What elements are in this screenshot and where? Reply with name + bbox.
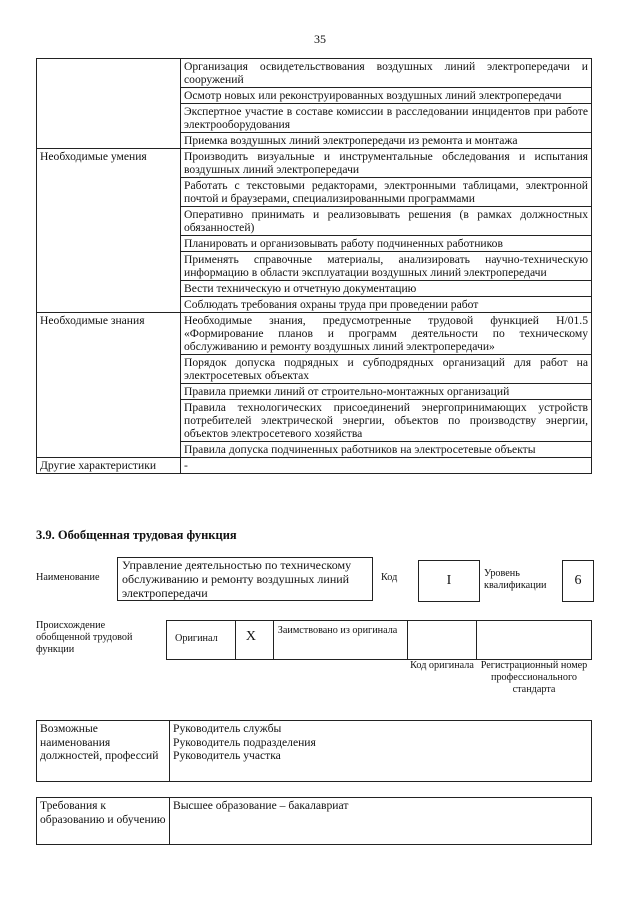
duty-row: Осмотр новых или реконструированных воздушных линий электропередачи: [181, 88, 592, 104]
section-title: 3.9. Обобщенная трудовая функция: [36, 528, 237, 542]
education-value: Высшее образование – бакалавриат: [170, 798, 592, 845]
name-value: Управление деятельностью по техническому обслуживанию и ремонту воздушных линий электропередачи: [117, 557, 373, 601]
positions-label: Возможные наименования должностей, профессий: [37, 721, 170, 782]
reg-number-cell: [477, 621, 591, 659]
origin-row: [166, 620, 592, 660]
knowledge-row: Правила технологических присоединений энергопринимающих устройств потребителей электрической энергии, объектов по производству энергии, объектов электросетевого хозяйства: [181, 400, 592, 442]
education-label: Требования к образованию и обучению: [37, 798, 170, 845]
position-item: Руководитель службы: [173, 722, 282, 735]
borrowed-label: Заимствовано из оригинала: [277, 625, 398, 636]
code-original-caption: Код оригинала: [410, 660, 474, 671]
education-table: [36, 797, 592, 845]
original-mark-cell: [236, 621, 274, 659]
other-value: -: [181, 458, 592, 474]
original-label: Оригинал: [175, 633, 218, 644]
knowledge-row: Правила приемки линий от строительно-монтажных организаций: [181, 384, 592, 400]
origin-label: Происхождение обобщенной трудовой функции: [36, 620, 133, 655]
skill-row: Применять справочные материалы, анализировать научно-техническую информацию в области эксплуатации воздушных линий электропередачи: [181, 252, 592, 281]
positions-list: [170, 721, 592, 782]
skill-row: Планировать и организовывать работу подчиненных работников: [181, 236, 592, 252]
position-item: Руководитель подразделения: [173, 735, 316, 749]
knowledge-label: Необходимые знания: [37, 313, 181, 458]
code-label: Код: [381, 572, 398, 583]
position-item: Руководитель участка: [173, 749, 281, 762]
name-label: Наименование: [36, 572, 100, 583]
knowledge-row: Необходимые знания, предусмотренные трудовой функцией Н/01.5 «Формирование планов и программ деятельности по техническому обслуживанию и ремонту воздушных линий электропередачи»: [181, 313, 592, 355]
skill-row: Вести техническую и отчетную документацию: [181, 281, 592, 297]
level-label: Уровень квалификации: [484, 568, 547, 591]
page-number: 35: [314, 32, 326, 46]
duty-row: Организация освидетельствования воздушных линий электропередачи и сооружений: [181, 59, 592, 88]
borrowed-cell: [274, 621, 409, 659]
code-value: I: [418, 560, 480, 602]
other-label: Другие характеристики: [37, 458, 181, 474]
knowledge-row: Правила допуска подчиненных работников на электросетевые объекты: [181, 442, 592, 458]
original-cell: [167, 621, 236, 659]
original-mark: X: [245, 629, 256, 644]
skill-row: Производить визуальные и инструментальные обследования и испытания воздушных линий электропередачи: [181, 149, 592, 178]
competency-table: [36, 58, 592, 474]
reg-number-caption: Регистрационный номер профессионального стандарта: [480, 660, 588, 695]
skill-row: Работать с текстовыми редакторами, электронными таблицами, электронной почтой и браузерами, специализированными программами: [181, 178, 592, 207]
code-original-cell: [408, 621, 477, 659]
skills-label: Необходимые умения: [37, 149, 181, 313]
positions-table: [36, 720, 592, 782]
duty-row: Экспертное участие в составе комиссии в расследовании инцидентов при работе электрооборудования: [181, 104, 592, 133]
skill-row: Оперативно принимать и реализовывать решения (в рамках должностных обязанностей): [181, 207, 592, 236]
skill-row: Соблюдать требования охраны труда при проведении работ: [181, 297, 592, 313]
level-value: 6: [562, 560, 594, 602]
duty-row: Приемка воздушных линий электропередачи из ремонта и монтажа: [181, 133, 592, 149]
duties-label-cell: [37, 59, 181, 149]
knowledge-row: Порядок допуска подрядных и субподрядных организаций для работ на электросетевых объектах: [181, 355, 592, 384]
